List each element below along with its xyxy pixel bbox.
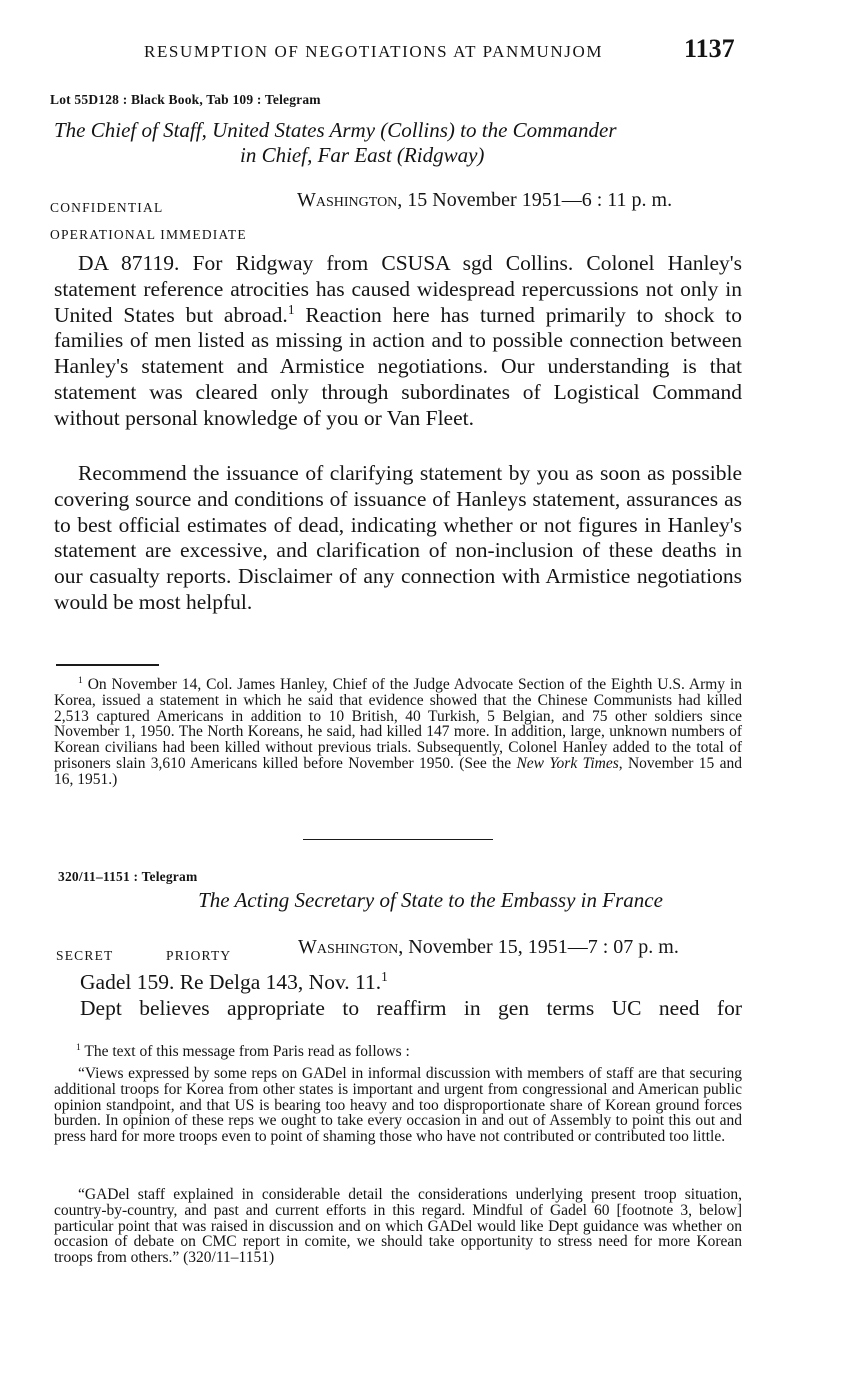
doc2-line-2: Dept believes appropriate to reaffirm in gen terms UC need for xyxy=(80,996,742,1020)
doc2-precedence: PRIORTY xyxy=(166,948,232,963)
doc1-source-line: Lot 55D128 : Black Book, Tab 109 : Telegram xyxy=(50,92,321,107)
doc2-line1-text: Gadel 159. Re Delga 143, Nov. 11. xyxy=(80,970,382,994)
doc1-classification: CONFIDENTIAL xyxy=(50,200,164,215)
doc2-footnote-quote-1: “Views expressed by some reps on GADel in informal discussion with members of staff are that securing additional troops for Korea from other states is important and urgent from congressional and American public opinion standpoint, and that US is bearing too heavy and too disproportionate share of Korean ground forces burden. In opinion of these reps we ought to take every occasion in and out of Assembly to point this out and press hard for more troops even to point of shaming those who have not contributed or contributed too little. xyxy=(54,1065,742,1146)
footnote-marker: 1 xyxy=(76,1042,81,1054)
doc1-paragraph-1 xyxy=(54,251,742,432)
doc1-paragraph-2: Recommend the issuance of clarifying statement by you as soon as possible covering source and conditions of issuance of Hanleys statement, assurances as to best official estimates of dead, indicating whether or not figures in Hanley's statement are excessive, and clarification of non-inclusion of these deaths in our casualty reports. Disclaimer of any connection with Armistice negotiations would be most helpful. xyxy=(54,461,742,614)
doc1-footnote-italic: New York Times xyxy=(516,754,619,772)
doc2-dateline xyxy=(298,936,679,959)
doc1-footnote-text: On November 14, Col. James Hanley, Chief of the Judge Advocate Section of the Eighth U.S. Army in Korea, issued a statement in which he said that evidence showed that the Chinese Communists had killed 2,513 captured Americans in addition to 10 British, 40 Turkish, 5 Belgian, and 75 other soldiers since November 1, 1950. The North Koreans, he said, had killed 147 more. In addition, large, unknown numbers of Korean civilians had been killed without previous trials. Subsequently, Colonel Hanley added to the total of prisoners slain 3,610 Americans killed before November 1950. (See the xyxy=(54,676,742,772)
doc2-footnote-intro-text: The text of this message from Paris read as follows : xyxy=(80,1043,410,1060)
footnote-rule xyxy=(56,664,159,666)
doc2-footnote-intro xyxy=(76,1043,410,1061)
doc2-source-line: 320/11–1151 : Telegram xyxy=(58,869,198,884)
page-number: 1137 xyxy=(684,34,735,63)
doc2-date: , November 15, 1951—7 : 07 p. m. xyxy=(398,936,679,958)
doc1-para1-text: DA 87119. For Ridgway from CSUSA sgd Collins. Colonel Hanley's statement reference atrocities has caused widespread repercussions not only in United States but abroad. xyxy=(54,251,742,327)
doc1-para1-cont: Reaction here has turned primarily to shock to families of men listed as missing in action and to possible connection between Hanley's statement and Armistice negotiations. Our understanding is that statement was cleared only through subordinates of Logistical Command without personal knowledge of you or Van Fleet. xyxy=(54,302,743,430)
doc1-precedence: OPERATIONAL IMMEDIATE xyxy=(50,227,247,242)
doc1-title-line1: The Chief of Staff, United States Army (Collins) to the Commander xyxy=(54,118,617,142)
footnote-marker: 1 xyxy=(78,675,83,687)
doc1-footnote xyxy=(54,677,742,788)
doc1-dateline xyxy=(297,189,672,212)
doc1-place: Washington xyxy=(297,189,398,211)
running-head: RESUMPTION OF NEGOTIATIONS AT PANMUNJOM xyxy=(144,42,604,61)
footnote-ref: 1 xyxy=(287,301,295,317)
doc2-classification: SECRET xyxy=(56,948,114,963)
doc2-footnote-quote-2: “GADel staff explained in considerable detail the considerations underlying present troop situation, country-by-country, and past and current efforts in this regard. Mindful of Gadel 60 [footnote 3, below] particular point that was raised in discussion and on which GADel would like Dept guidance was whether on occasion of debate on CMC report in comite, we should take opportunity to stress need for more Korean troops from others.” (320/11–1151) xyxy=(54,1186,742,1267)
doc1-date: , 15 November 1951—6 : 11 p. m. xyxy=(397,189,673,211)
doc2-line-1 xyxy=(80,970,388,995)
doc2-title: The Acting Secretary of State to the Embassy in France xyxy=(198,888,663,912)
section-divider xyxy=(303,839,493,840)
footnote-ref: 1 xyxy=(381,969,388,985)
doc1-footnote-end: , November 15 and 16, 1951.) xyxy=(54,754,743,788)
doc1-title-line2: in Chief, Far East (Ridgway) xyxy=(240,143,485,167)
doc2-place: Washington xyxy=(298,936,399,958)
